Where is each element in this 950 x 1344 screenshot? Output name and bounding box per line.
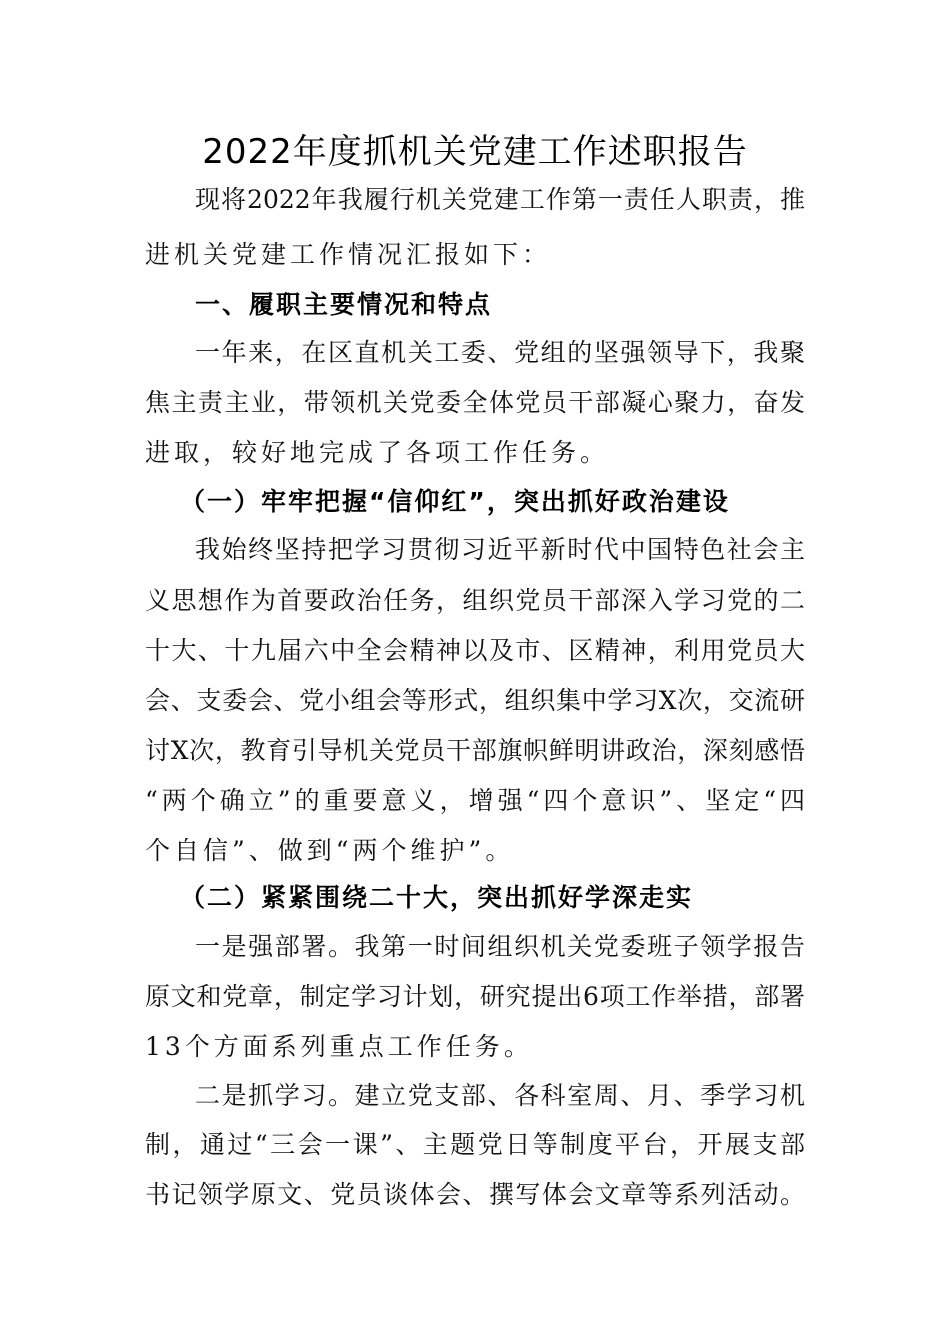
intro-line-1: 现将2022年我履行机关党建工作第一责任人职责，推 [195,185,805,214]
subsection-1-line-6: “两个确立”的重要意义，增强“四个意识”、坚定“四 [145,786,805,815]
subsection-2-p1-line-1: 一是强部署。我第一时间组织机关党委班子领学报告 [195,932,805,961]
section-1-line-1: 一年来，在区直机关工委、党组的坚强领导下，我聚 [195,338,805,367]
subsection-2-p2-line-2: 制，通过“三会一课”、主题党日等制度平台，开展支部 [145,1130,805,1159]
subsection-2-p2-line-3: 书记领学原文、党员谈体会、撰写体会文章等系列活动。 [145,1180,805,1209]
intro-line-2: 进机关党建工作情况汇报如下： [145,240,552,269]
document-title: 2022年度抓机关党建工作述职报告 [202,132,748,172]
subsection-2-heading: （二）紧紧围绕二十大，突出抓好学深走实 [180,883,694,912]
subsection-1-line-3: 十大、十九届六中全会精神以及市、区精神，利用党员大 [145,636,805,665]
section-1-line-3: 进取，较好地完成了各项工作任务。 [145,438,610,467]
subsection-2-p2-line-1: 二是抓学习。建立党支部、各科室周、月、季学习机 [195,1081,805,1110]
subsection-1-line-7: 个自信”、做到“两个维护”。 [145,836,515,865]
section-1-line-2: 焦主责主业，带领机关党委全体党员干部凝心聚力，奋发 [145,388,805,417]
section-1-heading: 一、履职主要情况和特点 [195,290,493,319]
subsection-1-line-2: 义思想作为首要政治任务，组织党员干部深入学习党的二 [145,586,805,615]
subsection-2-p1-line-3: 13个方面系列重点工作任务。 [145,1032,533,1061]
subsection-1-line-5: 讨X次，教育引导机关党员干部旗帜鲜明讲政治，深刻感悟 [145,736,805,765]
subsection-1-line-1: 我始终坚持把学习贯彻习近平新时代中国特色社会主 [195,535,805,564]
subsection-2-p1-line-2: 原文和党章，制定学习计划，研究提出6项工作举措，部署 [145,982,805,1011]
subsection-1-heading: （一）牢牢把握“信仰红”，突出抓好政治建设 [180,487,730,516]
subsection-1-line-4: 会、支委会、党小组会等形式，组织集中学习X次，交流研 [145,686,805,715]
